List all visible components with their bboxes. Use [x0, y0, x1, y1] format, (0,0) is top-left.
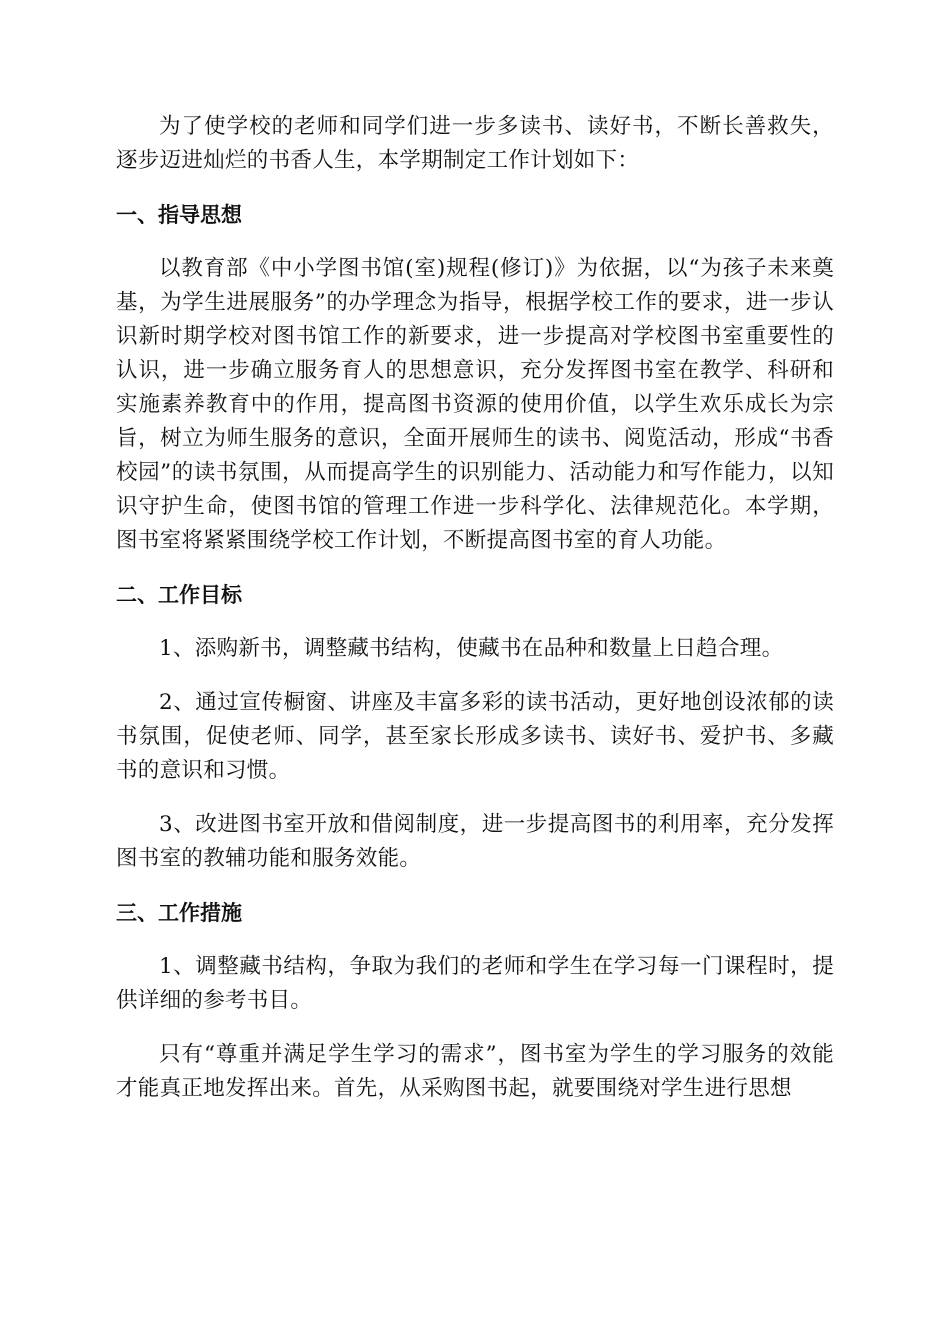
body-paragraph: 1、调整藏书结构，争取为我们的老师和学生在学习每一门课程时，提供详细的参考书目。 — [116, 954, 834, 1013]
body-paragraph: 3、改进图书室开放和借阅制度，进一步提高图书的利用率，充分发挥图书室的教辅功能和服务效能。 — [116, 812, 834, 871]
intro-paragraph: 为了使学校的老师和同学们进一步多读书、读好书，不断长善救失，逐步迈进灿烂的书香人生，本学期制定工作计划如下： — [116, 114, 834, 173]
body-paragraph: 只有“尊重并满足学生学习的需求”，图书室为学生的学习服务的效能才能真正地发挥出来。首先，从采购图书起，就要围绕对学生进行思想 — [116, 1042, 834, 1101]
body-paragraph: 1、添购新书，调整藏书结构，使藏书在品种和数量上日趋合理。 — [159, 636, 784, 661]
body-paragraph: 以教育部《中小学图书馆(室)规程(修订)》为依据，以“为孩子未来奠基，为学生进展服务”的办学理念为指导，根据学校工作的要求，进一步认识新时期学校对图书馆工作的新要求，进一步提高对学校图书室重要性的认识，进一步确立服务育人的思想意识，充分发挥图书室在教学、科研和实施素养教育中的作用，提高图书资源的使用价值，以学生欢乐成长为宗旨，树立为师生服务的意识，全面开展师生的读书、阅览活动，形成“书香校园”的读书氛围，从而提高学生的识别能力、活动能力和写作能力，以知识守护生命，使图书馆的管理工作进一步科学化、法律规范化。本学期，图书室将紧紧围绕学校工作计划，不断提高图书室的育人功能。 — [116, 256, 834, 553]
section-heading: 二、工作目标 — [116, 583, 242, 607]
document-body — [116, 110, 834, 1106]
section-heading: 一、指导思想 — [116, 203, 242, 227]
section-heading: 三、工作措施 — [116, 901, 242, 925]
body-paragraph: 2、通过宣传橱窗、讲座及丰富多彩的读书活动，更好地创设浓郁的读书氛围，促使老师、同学，甚至家长形成多读书、读好书、爱护书、多藏书的意识和习惯。 — [116, 690, 834, 783]
